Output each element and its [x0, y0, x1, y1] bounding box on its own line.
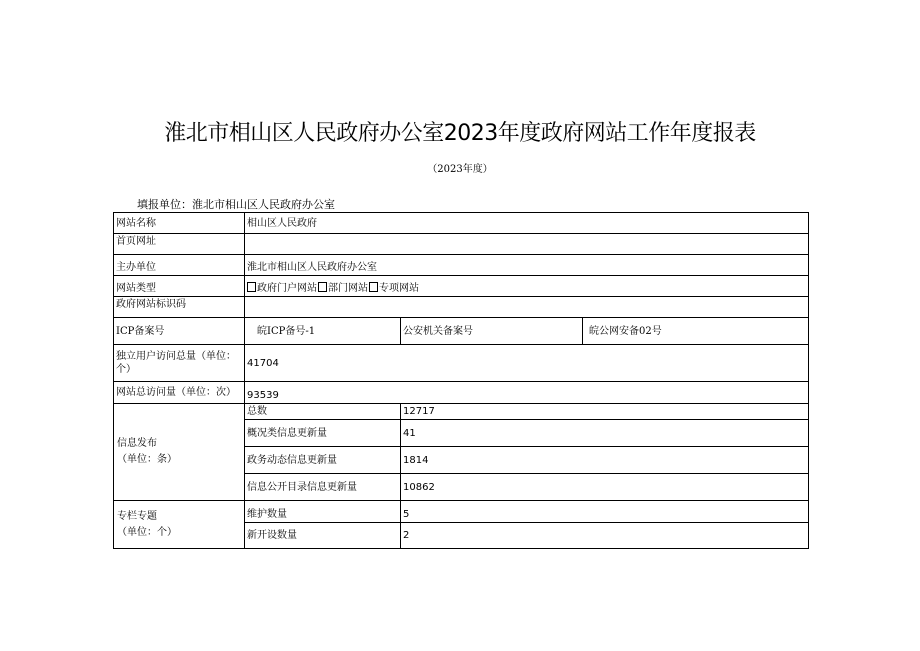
- column-topic-label: 专栏专题 （单位：个）: [114, 501, 245, 549]
- homepage-value: [245, 234, 809, 255]
- checkbox-icon: [369, 282, 378, 292]
- unique-visitors-value: 41704: [245, 345, 809, 382]
- host-value: 淮北市相山区人民政府办公室: [245, 255, 809, 276]
- reporting-unit: 填报单位：淮北市相山区人民政府办公室: [137, 198, 335, 211]
- police-record-label: 公安机关备案号: [401, 318, 583, 345]
- site-name-label: 网站名称: [114, 213, 245, 234]
- icp-label: ICP备案号: [114, 318, 245, 345]
- site-type-option-special: 专项网站: [369, 283, 420, 294]
- row-unique-visitors: [114, 345, 809, 382]
- column-maintained-value: 5: [401, 501, 809, 523]
- page-views-value: 93539: [245, 382, 809, 404]
- column-new-label: 新开设数量: [245, 523, 401, 549]
- page-views-label: 网站总访问量（单位：次）: [114, 382, 245, 404]
- host-label: 主办单位: [114, 255, 245, 276]
- report-year: （2023年度）: [427, 164, 493, 175]
- police-record-value: 皖公网安备02号: [583, 318, 809, 345]
- site-name-value: 相山区人民政府: [245, 213, 809, 234]
- info-total-value: 12717: [401, 404, 809, 420]
- info-affairs-label: 政务动态信息更新量: [245, 447, 401, 474]
- site-id-label: 政府网站标识码: [114, 297, 245, 318]
- row-icp: [114, 318, 809, 345]
- checkbox-icon: [318, 282, 327, 292]
- info-total-label: 总数: [245, 404, 401, 420]
- column-maintained-label: 维护数量: [245, 501, 401, 523]
- row-homepage: [114, 234, 809, 255]
- row-host: [114, 255, 809, 276]
- report-table: [113, 212, 809, 549]
- site-type-option-department: 部门网站: [318, 283, 369, 294]
- info-overview-value: 41: [401, 420, 809, 447]
- info-disclosure-value: 10862: [401, 474, 809, 501]
- row-column-maintained: [114, 501, 809, 523]
- column-new-value: 2: [401, 523, 809, 549]
- info-publish-label: 信息发布 （单位：条）: [114, 404, 245, 501]
- unique-visitors-label: 独立用户访问总量（单位：个）: [114, 345, 245, 382]
- info-affairs-value: 1814: [401, 447, 809, 474]
- info-disclosure-label: 信息公开目录信息更新量: [245, 474, 401, 501]
- site-type-label: 网站类型: [114, 276, 245, 297]
- row-site-name: [114, 213, 809, 234]
- report-title: 淮北市相山区人民政府办公室2023年度政府网站工作年度报表: [164, 121, 756, 146]
- info-overview-label: 概况类信息更新量: [245, 420, 401, 447]
- site-type-options: [245, 276, 809, 297]
- site-id-value: [245, 297, 809, 318]
- row-info-total: [114, 404, 809, 420]
- checkbox-icon: [247, 282, 256, 292]
- icp-value: 皖ICP备号-1: [245, 318, 401, 345]
- row-site-id: [114, 297, 809, 318]
- homepage-label: 首页网址: [114, 234, 245, 255]
- row-page-views: [114, 382, 809, 404]
- site-type-option-portal: 政府门户网站: [247, 283, 318, 294]
- row-site-type: [114, 276, 809, 297]
